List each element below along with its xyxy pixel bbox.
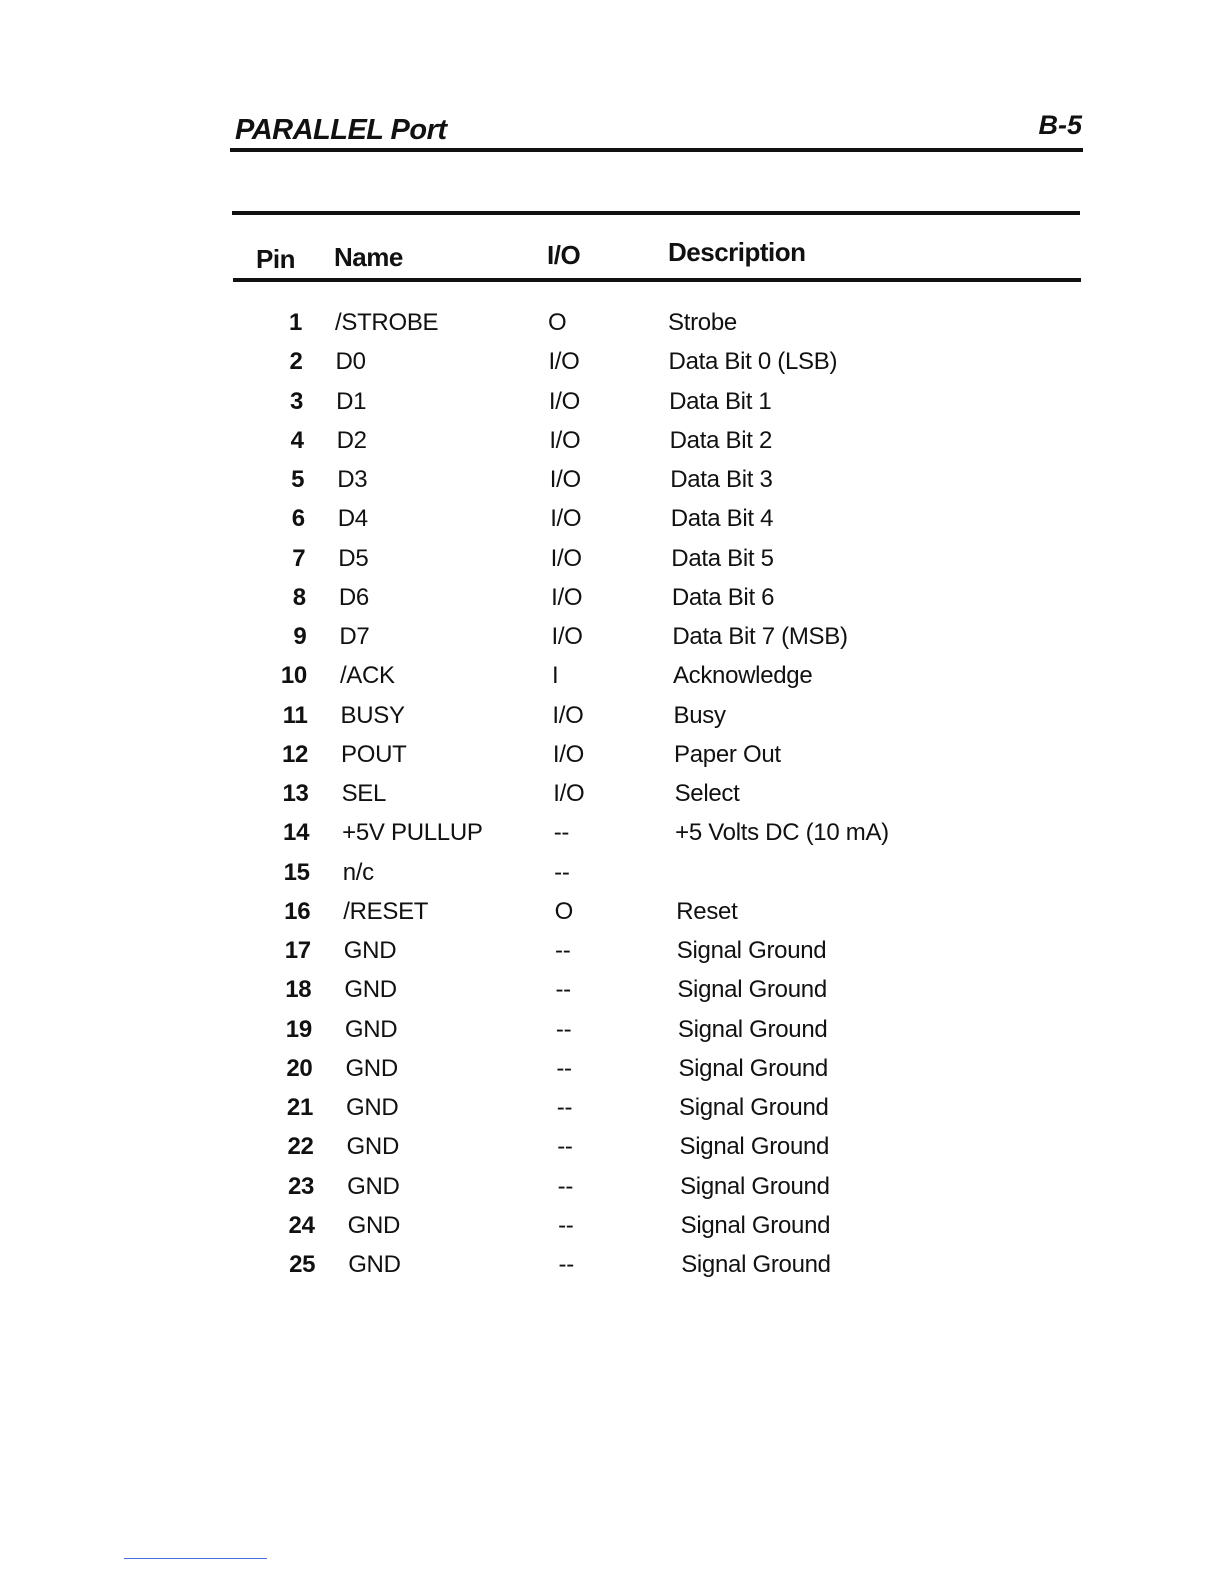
pin-number: 13 xyxy=(282,780,309,807)
table-header-rule xyxy=(233,278,1081,282)
table-row xyxy=(0,1251,1224,1290)
pin-number: 4 xyxy=(290,426,304,454)
table-row xyxy=(0,1016,1224,1055)
header-divider xyxy=(230,148,1083,152)
pin-io: -- xyxy=(555,976,571,1004)
pin-io: O xyxy=(554,897,573,925)
pin-description: Signal Ground xyxy=(680,1211,831,1239)
pin-number: 17 xyxy=(284,937,311,964)
pin-name: n/c xyxy=(342,858,374,886)
page-number: B-5 xyxy=(1038,110,1082,140)
pin-description: Strobe xyxy=(668,309,737,336)
pin-io: I/O xyxy=(551,623,583,650)
pin-number: 2 xyxy=(289,348,303,376)
table-row xyxy=(0,1133,1224,1172)
pin-number: 12 xyxy=(281,740,309,768)
table-row xyxy=(0,1055,1224,1094)
pin-io: I/O xyxy=(552,740,584,768)
page-title: PARALLEL Port xyxy=(235,114,447,146)
pin-name: GND xyxy=(346,1133,399,1161)
pin-number: 11 xyxy=(282,701,308,729)
pin-name: /RESET xyxy=(343,897,429,925)
pin-number: 10 xyxy=(280,662,307,690)
pin-number: 23 xyxy=(287,1172,315,1200)
table-row xyxy=(0,937,1224,976)
pin-number: 20 xyxy=(286,1054,313,1082)
pin-name: D0 xyxy=(335,348,366,376)
pin-description: Signal Ground xyxy=(676,937,827,964)
table-row xyxy=(0,584,1224,623)
pin-name: SEL xyxy=(341,780,387,807)
pin-number: 6 xyxy=(291,505,305,533)
pin-io: I/O xyxy=(553,780,585,807)
table-row xyxy=(0,741,1224,780)
pin-io: -- xyxy=(557,1172,574,1200)
table-row xyxy=(0,623,1224,662)
table-row xyxy=(0,1094,1224,1133)
pin-description: Data Bit 4 xyxy=(670,505,774,533)
pin-description: Acknowledge xyxy=(672,662,813,690)
pin-name: /ACK xyxy=(339,662,395,690)
table-row xyxy=(0,505,1224,544)
pin-number: 8 xyxy=(292,583,306,611)
pin-number: 21 xyxy=(286,1094,313,1121)
pin-description: Signal Ground xyxy=(679,1094,829,1121)
pin-name: GND xyxy=(347,1172,400,1200)
pin-name: D4 xyxy=(337,505,368,533)
pin-description: Signal Ground xyxy=(680,1172,830,1200)
pin-number: 9 xyxy=(293,623,307,650)
pin-description: Paper Out xyxy=(674,740,781,768)
pin-name: GND xyxy=(348,1251,401,1278)
table-row xyxy=(0,1173,1224,1212)
pin-name: GND xyxy=(344,1015,398,1043)
pin-description: Signal Ground xyxy=(679,1133,830,1161)
pin-io: O xyxy=(548,309,567,336)
table-row xyxy=(0,702,1224,741)
pin-io: I/O xyxy=(548,348,580,376)
pin-description: Signal Ground xyxy=(681,1251,831,1278)
pin-io: -- xyxy=(558,1211,574,1239)
pin-number: 14 xyxy=(283,819,310,847)
table-top-rule xyxy=(232,211,1080,215)
table-row xyxy=(0,466,1224,505)
table-row xyxy=(0,427,1224,466)
table-row xyxy=(0,819,1224,858)
table-row xyxy=(0,662,1224,701)
pin-description: Data Bit 6 xyxy=(671,583,775,611)
table-row xyxy=(0,388,1224,427)
pin-io: -- xyxy=(554,858,570,886)
table-row xyxy=(0,545,1224,584)
table-row xyxy=(0,976,1224,1015)
pin-name: D1 xyxy=(336,387,367,415)
pin-io: -- xyxy=(555,937,571,964)
table-row xyxy=(0,898,1224,937)
pin-description: Signal Ground xyxy=(678,1054,828,1082)
pin-io: I/O xyxy=(551,583,583,611)
pin-name: GND xyxy=(347,1211,401,1239)
column-header-description: Description xyxy=(668,237,806,267)
pin-number: 1 xyxy=(288,309,302,336)
pin-name: POUT xyxy=(341,740,407,768)
pin-number: 3 xyxy=(290,387,304,415)
pin-name: D5 xyxy=(338,544,369,572)
pin-number: 24 xyxy=(288,1211,315,1239)
pin-io: -- xyxy=(556,1054,572,1082)
pin-io: -- xyxy=(553,819,570,847)
pin-number: 19 xyxy=(285,1015,312,1043)
pin-description: Data Bit 2 xyxy=(669,426,773,454)
pin-number: 5 xyxy=(291,466,305,493)
pin-name: GND xyxy=(344,976,397,1004)
footer-rule xyxy=(124,1558,267,1559)
column-header-io: I/O xyxy=(547,240,581,270)
pin-io: I xyxy=(551,662,559,690)
pin-name: D7 xyxy=(339,623,370,650)
pin-description: Reset xyxy=(676,897,738,925)
pin-description: Signal Ground xyxy=(677,1015,828,1043)
pin-description: Data Bit 1 xyxy=(669,387,772,415)
pin-description: Data Bit 3 xyxy=(670,466,773,493)
pin-name: BUSY xyxy=(340,701,405,729)
pin-io: I/O xyxy=(549,466,581,493)
column-header-pin: Pin xyxy=(256,244,295,274)
pin-number: 25 xyxy=(289,1251,316,1278)
pin-io: I/O xyxy=(549,426,581,454)
pin-description: Data Bit 0 (LSB) xyxy=(668,348,838,376)
table-row xyxy=(0,309,1224,348)
pin-io: -- xyxy=(558,1251,574,1278)
pin-io: -- xyxy=(556,1094,573,1121)
pin-description: Busy xyxy=(673,701,726,729)
pin-io: -- xyxy=(557,1133,573,1161)
pin-name: +5V PULLUP xyxy=(342,819,483,847)
pin-number: 7 xyxy=(292,544,306,572)
column-header-name: Name xyxy=(334,242,403,272)
pin-description: Data Bit 7 (MSB) xyxy=(672,623,848,650)
pin-name: GND xyxy=(346,1094,399,1121)
pin-description: Signal Ground xyxy=(677,976,827,1004)
pin-name: GND xyxy=(345,1054,398,1082)
pin-name: GND xyxy=(343,937,397,964)
pin-description: Select xyxy=(674,780,740,807)
pin-io: I/O xyxy=(550,505,582,533)
pin-io: -- xyxy=(555,1015,572,1043)
pin-name: /STROBE xyxy=(335,309,439,336)
pin-name: D3 xyxy=(337,466,368,493)
table-row xyxy=(0,859,1224,898)
pin-description: +5 Volts DC (10 mA) xyxy=(675,819,889,847)
pin-number: 16 xyxy=(284,897,311,925)
pin-number: 22 xyxy=(287,1133,314,1161)
pin-io: I/O xyxy=(550,544,582,572)
pin-description: Data Bit 5 xyxy=(671,544,774,572)
pin-number: 18 xyxy=(285,976,312,1004)
table-row xyxy=(0,1212,1224,1251)
table-row xyxy=(0,780,1224,819)
table-row xyxy=(0,348,1224,387)
pin-io: I/O xyxy=(552,701,584,729)
pin-number: 15 xyxy=(283,858,310,886)
pin-name: D6 xyxy=(338,583,369,611)
pin-name: D2 xyxy=(336,426,367,454)
pin-io: I/O xyxy=(548,387,580,415)
